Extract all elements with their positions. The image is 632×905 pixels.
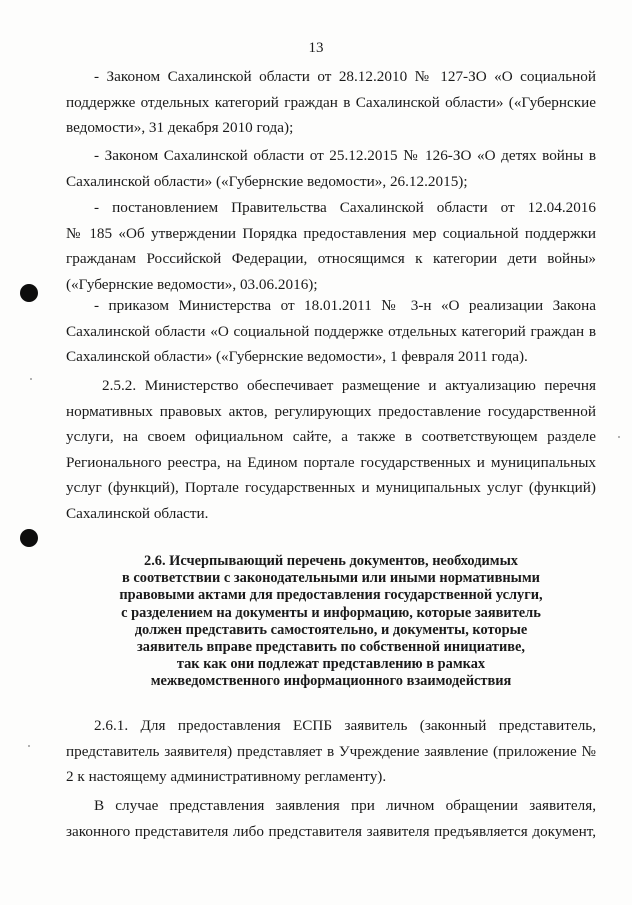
text-line: - Законом Сахалинской области от 25.12.2015 № 126-ЗО «О детях войны в (94, 147, 596, 164)
heading-line: заявитель вправе представить по собственной инициативе, (136, 639, 526, 656)
text-line: 2.6.1. Для предоставления ЕСПБ заявитель (законный представитель, (94, 717, 596, 734)
page-number: 13 (308, 40, 324, 56)
heading-line: в соответствии с законодательными или иными нормативными (122, 570, 540, 587)
text-line: Сахалинской области. (66, 504, 209, 522)
text-line: («Губернские ведомости», 03.06.2016); (66, 275, 318, 293)
heading-line: с разделением на документы и информацию, которые заявитель (121, 604, 541, 621)
scan-speck (30, 378, 32, 380)
text-line: 2.5.2. Министерство обеспечивает размещение и актуализацию перечня (102, 377, 596, 394)
paragraph-law-126 (66, 143, 596, 194)
heading-line: 2.6. Исчерпывающий перечень документов, необходимых (144, 553, 518, 569)
text-line: гражданам Российской Федерации, относящимся к категории дети войны» (66, 250, 596, 267)
text-line: 2 к настоящему административному регламенту). (66, 768, 387, 785)
paragraph-law-127 (66, 64, 596, 141)
text-line: поддержке отдельных категорий граждан в Сахалинской области» («Губернские (66, 93, 596, 111)
text-line: № 185 «Об утверждении Порядка предоставления мер социальной поддержки (66, 224, 596, 242)
paragraph-order-3n (66, 293, 596, 370)
punch-hole-mark (20, 284, 38, 302)
text-line: представитель заявителя) представляет в Учреждение заявление (приложение № (66, 742, 596, 760)
text-line: - постановлением Правительства Сахалинской области от 12.04.2016 (94, 199, 596, 216)
text-line: ведомости», 31 декабря 2010 года); (66, 119, 294, 136)
text-line: Сахалинской области «О социальной поддержке отдельных категорий граждан в (66, 322, 596, 340)
paragraph-2-5-2 (66, 373, 596, 526)
text-line: Регионального реестра, на Едином портале государственных и муниципальных (66, 453, 596, 471)
text-line: Сахалинской области» («Губернские ведомости», 26.12.2015); (66, 172, 468, 190)
text-line: В случае представления заявления при личном обращении заявителя, (94, 797, 596, 814)
heading-line: правовыми актами для предоставления государственной услуги, (119, 587, 543, 604)
text-line: нормативных правовых актов, регулирующих предоставление государственной (66, 402, 596, 420)
scan-speck (28, 745, 30, 747)
section-heading-2-6 (66, 553, 596, 691)
text-line: Сахалинской области» («Губернские ведомости», 1 февраля 2011 года). (66, 348, 528, 365)
heading-line: межведомственного информационного взаимодействия (150, 673, 512, 690)
paragraph-personal-appeal (66, 793, 596, 844)
text-line: - приказом Министерства от 18.01.2011 № 3-н «О реализации Закона (94, 297, 596, 314)
punch-hole-mark (20, 529, 38, 547)
text-line: услуг (функций), Портале государственных и муниципальных услуг (функций) (66, 479, 596, 496)
paragraph-resolution-185 (66, 195, 596, 297)
text-line: - Законом Сахалинской области от 28.12.2010 № 127-ЗО «О социальной (94, 68, 596, 85)
scan-speck (618, 436, 620, 438)
text-line: услуги, на своем официальном сайте, а также в соответствующем разделе (66, 428, 596, 445)
heading-line: так как они подлежат представлению в рамках (176, 656, 486, 673)
paragraph-2-6-1 (66, 713, 596, 790)
text-line: законного представителя либо представителя заявителя предъявляется документ, (66, 822, 596, 840)
heading-line: должен представить самостоятельно, и документы, которые (134, 621, 528, 638)
